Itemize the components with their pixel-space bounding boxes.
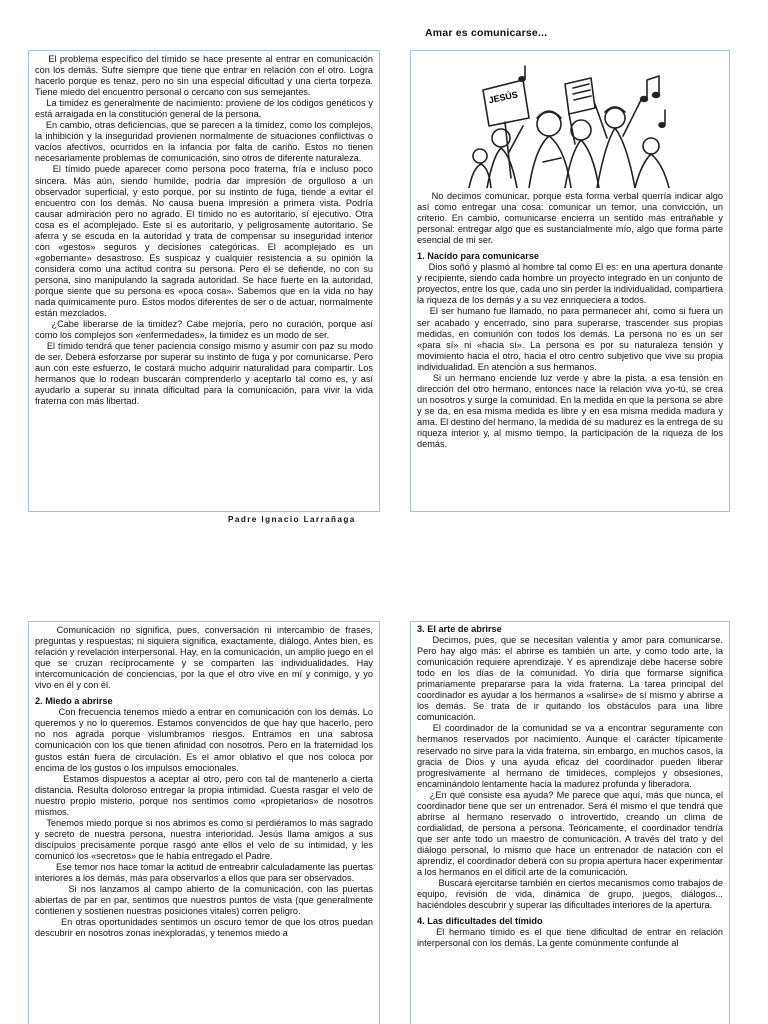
- paragraph: El tímido puede aparecer como persona poco fraterna, fría e incluso poco sincera. Más aún, siendo humilde, podría dar impresión de orgulloso a un observador superficial, y esto porque, por su instinto de fuga, tiende a evitar el encuentro con los demás. No causa buena impresión a primera vista. Podría causar admiración pero no agrado. El tímido no es autoritario, sí ejecutivo. Otra cosa es el acomplejado. Este sí es autoritario, y peligrosamente autoritario. Se aferra y se escuda en la autoridad y trata de compensar su inseguridad interior con «gestos» seguros y decisiones categóricas. El acomplejado es un «gobernante» desastroso. Es suspicaz y cualquier resistencia a su opinión la considera como una actitud contra su persona. Pero él se defiende, no con su persona, sino manipulando la sagrada autoridad. Se hace fuerte en la autoridad, porque siente que su persona es «poca cosa». Sabemos que en la vida no hay nada químicamente puro. Estos modos diferentes de ser o de actuar, normalmente están mezclados.: [35, 164, 376, 319]
- paragraph: La timidez es generalmente de nacimiento: proviene de los códigos genéticos y está arraigada en la constitución general de la persona.: [35, 98, 376, 120]
- paragraph: El hermano tímido es el que tiene dificultad de entrar en relación interpersonal con los demás. La gente comúnmente confunde al: [417, 927, 726, 949]
- paragraph: El problema específico del tímido se hace presente al entrar en comunicación con los demás. Sufre siempre que tiene que entrar en relación con el otro. Logra hacerlo porque es tenaz, pero no sin una especial dificultad y una cierta torpeza. Tiene miedo del encuentro personal o cercano con sus semejantes.: [35, 54, 376, 98]
- paragraph: Buscará ejercitarse también en ciertos mecanismos como trabajos de equipo, revisión de vida, dinámica de grupo, juegos, diálogos... haciéndoles descubrir y superar las dificultades interiores de la apertura.: [417, 878, 726, 911]
- paragraph: Ese temor nos hace tomar la actitud de entreabrir calculadamente las puertas interiores a los demás, más para observarlos a ellos que para ser observados.: [35, 861, 376, 884]
- paragraph: Si nos lanzamos al campo abierto de la comunicación, con las puertas abiertas de par en par, sentimos que nuestros puntos de vista (que generalmente contienen y sostienen nuestras posiciones vitales) corren peligro.: [35, 884, 376, 917]
- paragraph: Comunicación no significa, pues, conversación ni intercambio de frases, preguntas y respuestas; ni siquiera significa, exactamente, diálogo. Antes bien, es relación y revelación interpersonal. Hay, en la comunicación, un amplio juego en el que se cruzan recíprocamente y se comparten las individualidades. Hay intercomunicación de conciencias, por la que el otro vive en mí y conmigo, y yo vivo en él y con él.: [35, 625, 376, 691]
- text-column-timidez: [28, 50, 380, 512]
- section-heading: 4. Las dificultades del tímido: [417, 916, 543, 927]
- paragraph: ¿Cabe liberarse de la timidez? Cabe mejoría, pero no curación, porque así como los complejos son «enfermedades», la timidez es un modo de ser.: [35, 319, 376, 341]
- paragraph: Estamos dispuestos a aceptar al otro, pero con tal de mantenerlo a cierta distancia. Resulta doloroso entregar la propia intimidad. Cuesta rasgar el velo de nuestro propio misterio, porque nos sentimos como «propietarios» de nosotros mismos.: [35, 773, 376, 817]
- author-signature: Padre Ignacio Larrañaga: [228, 515, 356, 524]
- section-heading: 2. Miedo a abrirse: [35, 696, 113, 707]
- paragraph: El ser humano fue llamado, no para permanecer ahí, como si fuera un ser acabado y encerrado, sino para superarse, trascender sus propias medidas, en comunión con todos los demás. La persona no es un ser «para sí» ni «hacia sí». La persona es por su naturaleza tensión y movimiento hacia el otro, hacia el otro centro subjetivo que vive su propia individualidad. En atención a sus hermanos.: [417, 306, 726, 372]
- paragraph: El tímido tendrá que tener paciencia consigo mismo y asumir con paz su modo de ser. Deberá esforzarse por superar su instinto de fuga y por comunicarse. Pero aun con este esfuerzo, le costará mucho adquirir naturalidad para compartir. Los hermanos que lo rodean buscarán comprenderlo y aceptarlo tal como es, y así ayudarlo a superar su innata dificultad para la comunicación, para vivir la vida fraterna con más libertad.: [35, 341, 376, 407]
- paragraph: Con frecuencia tenemos miedo a entrar en comunicación con los demás. Lo queremos y no lo queremos. Estamos convencidos de que hay que hacerlo, pero no nos agrada porque vislumbramos riesgos. Entramos en una sabrosa comunicación con los que tienen afinidad con nosotros. Pero en la fraternidad los gustos están fuera de circulación. Es el amor oblativo el que nos coloca por encima de los gustos o los impulsos emocionales.: [35, 707, 376, 773]
- section-heading: 1. Nacido para comunicarse: [417, 251, 540, 262]
- paragraph: ¿En qué consiste esa ayuda? Me parece que aquí, más que nunca, el coordinador tiene que ser un entrenador. Será él mismo el que tendrá que abrirse al hermano reservado o introvertido, creando un clima de cordialidad, de persona a persona. Teóricamente, el coordinador tendría que ser ante todo un maestro de comunicación. A través del trato y del diálogo personal, lo mismo que hace un entrenador de natación con el aprendiz, el coordinador deberá con su propia apertura hacer experimentar a los hermanos en el difícil arte de la comunicación.: [417, 789, 726, 878]
- text-column-arte: [410, 621, 730, 1024]
- paragraph: El coordinador de la comunidad se va a encontrar seguramente con hermanos reservados por nacimiento. Aunque el carácter típicamente reservado no sirve para la vida fraterna, sin embargo, en muchos casos, la gracia de Dios y una ayuda eficaz del coordinador pueden liberar progresivamente al hermano de timideces, complejos y obsesiones, encaminándolo lentamente hacia la madurez profunda y liberadora.: [417, 723, 726, 789]
- text-column-miedo: [28, 621, 380, 1024]
- paragraph: Si un hermano enciende luz verde y abre la pista, a esa tensión en dirección del otro hermano, entonces nace la relación viva yo-tú, se crea un nosotros y surge la comunidad. En la medida en que la persona se abre y se da, en esa misma medida es libre y en esa misma medida madura y ama. El destino del hermano, la medida de su madurez es la entrega de su riqueza interior y, al mismo tiempo, la participación de la riqueza de los demás.: [417, 372, 726, 450]
- paragraph: En cambio, otras deficiencias, que se parecen a la timidez, como los complejos, la inhibición y la inseguridad provienen normalmente de situaciones conflictivas o vacíos afectivos, ocurridos en la infancia por falta de cariño. Estos no tienen necesariamente problemas de comunicación, sino otros de diferente naturaleza.: [35, 120, 376, 164]
- section-heading: 3. El arte de abrirse: [417, 624, 502, 634]
- text-column-comunicarse: [410, 50, 730, 512]
- paragraph: Dios soñó y plasmó al hombre tal como El es: en una apertura donante y recipiente, siendo cada hombre un proyecto integrado en un conjunto de proyectos, entre los que, cada uno sin perder la individualidad, compartiera la riqueza de los demás y a su vez enriqueciera a todos.: [417, 262, 726, 306]
- page-title: Amar es comunicarse...: [425, 27, 548, 39]
- paragraph: No decimos comunicar, porque esta forma verbal querría indicar algo así como entregar una cosa: comunicar un temor, una convicción, un criterio. En cambio, comunicarse encierra un sentido más entrañable y personal: entregar algo que es sustancialmente mío, algo que forma parte esencial de mi ser.: [417, 191, 726, 246]
- sign-text: JESÚS: [487, 89, 519, 106]
- paragraph: Decimos, pues, que se necesitan valentía y amor para comunicarse. Pero hay algo más: el abrirse es también un arte, y como todo arte, la comunicación requiere aprendizaje. Y es aprendizaje debe hacerse sobre todo en los días de la comunidad. Yo diría que formarse significa primariamente prepararse para la vida fraterna. La tarea principal del coordinador es ayudar a los hermanos a «salirse» de sí mismo y abrirse a los demás. Se trata de ir quitando los obstáculos para una libre comunicación.: [417, 635, 726, 723]
- paragraph: Tenemos miedo porque si nos abrimos es como si perdiéramos lo más sagrado y secreto de nuestra persona, nuestra interioridad. Jesús llama amigos a sus discípulos precisamente porque rasgó ante ellos el velo de su intimidad, y les comunicó los «secretos» que le había entregado el Padre.: [35, 817, 376, 861]
- paragraph: En otras oportunidades sentimos un oscuro temor de que los otros puedan descubrir en nosotros zonas inexploradas, y tenemos miedo a: [35, 917, 376, 939]
